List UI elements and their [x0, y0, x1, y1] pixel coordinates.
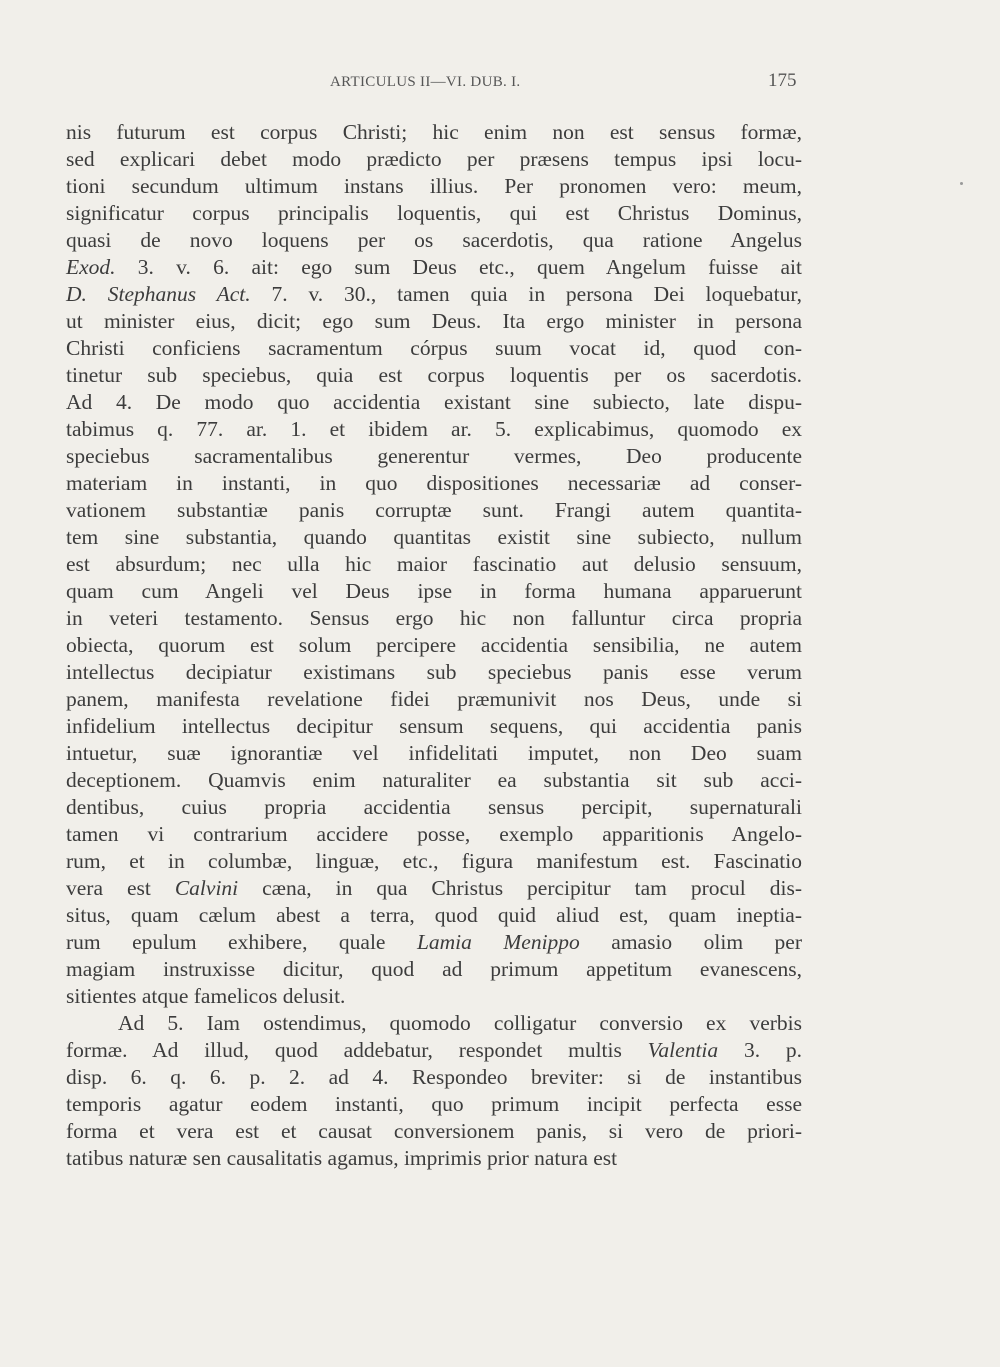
text-segment: infidelium intellectus decipitur sensum sequens, qui accidentia panis — [66, 714, 802, 738]
text-segment: est absurdum; nec ulla hic maior fascinatio aut delusio sensuum, — [66, 552, 802, 576]
italic-text: D. Stephanus Act. — [66, 282, 251, 306]
text-segment: intuetur, suæ ignorantiæ vel infidelitati imputet, non Deo suam — [66, 741, 802, 765]
text-line — [66, 551, 802, 578]
text-segment: speciebus sacramentalibus generentur vermes, Deo producente — [66, 444, 802, 468]
text-segment: dentibus, cuius propria accidentia sensus percipit, supernaturali — [66, 795, 802, 819]
text-line — [66, 227, 802, 254]
text-line — [66, 254, 802, 281]
text-line — [66, 308, 802, 335]
italic-text: Valentia — [647, 1038, 719, 1062]
text-segment: 7. v. 30., tamen quia in persona Dei loquebatur, — [250, 282, 802, 306]
text-segment: situs, quam cælum abest a terra, quod quid aliud est, quam ineptia- — [66, 903, 802, 927]
text-segment: vationem substantiæ panis corruptæ sunt. Frangi autem quantita- — [66, 498, 802, 522]
text-line — [66, 875, 802, 902]
text-line — [66, 497, 802, 524]
text-segment: tioni secundum ultimum instans illius. Per pronomen vero: meum, — [66, 174, 802, 198]
text-segment: formæ. Ad illud, quod addebatur, respondet multis — [66, 1038, 648, 1062]
text-line — [66, 659, 802, 686]
text-segment: 3. p. — [718, 1038, 803, 1062]
text-segment: magiam instruxisse dicitur, quod ad primum appetitum evanescens, — [66, 957, 802, 981]
text-line — [66, 362, 802, 389]
text-segment: vera est — [66, 876, 175, 900]
text-segment: tatibus naturæ sen causalitatis agamus, imprimis prior natura est — [66, 1146, 618, 1170]
text-line — [66, 929, 802, 956]
text-line — [66, 1064, 802, 1091]
text-line — [66, 335, 802, 362]
text-line — [66, 767, 802, 794]
paper-speck — [960, 182, 963, 185]
text-line — [66, 416, 802, 443]
text-segment: temporis agatur eodem instanti, quo primum incipit perfecta esse — [66, 1092, 802, 1116]
text-line — [66, 281, 802, 308]
text-segment: quam cum Angeli vel Deus ipse in forma humana apparuerunt — [66, 579, 802, 603]
text-line — [66, 1091, 802, 1118]
text-segment: quasi de novo loquens per os sacerdotis, qua ratione Angelus — [66, 228, 802, 252]
text-segment: rum epulum exhibere, quale — [66, 930, 417, 954]
text-segment: sitientes atque famelicos delusit. — [66, 984, 346, 1008]
text-segment: obiecta, quorum est solum percipere accidentia sensibilia, ne autem — [66, 633, 802, 657]
text-segment: tabimus q. 77. ar. 1. et ibidem ar. 5. explicabimus, quomodo ex — [66, 417, 802, 441]
text-segment: tem sine substantia, quando quantitas existit sine subiecto, nullum — [66, 525, 802, 549]
text-line — [66, 983, 802, 1010]
text-segment: 3. v. 6. ait: ego sum Deus etc., quem Angelum fuisse ait — [115, 255, 802, 279]
text-line — [66, 200, 802, 227]
text-segment: tamen vi contrarium accidere posse, exemplo apparitionis Angelo- — [66, 822, 802, 846]
text-segment: forma et vera est et causat conversionem panis, si vero de priori- — [66, 1119, 802, 1143]
text-segment: disp. 6. q. 6. p. 2. ad 4. Respondeo breviter: si de instantibus — [66, 1065, 802, 1089]
text-segment: intellectus decipiatur existimans sub speciebus panis esse verum — [66, 660, 802, 684]
text-line — [66, 686, 802, 713]
text-segment: nis futurum est corpus Christi; hic enim non est sensus formæ, — [66, 120, 802, 144]
italic-text: Exod. — [66, 255, 116, 279]
text-line — [66, 578, 802, 605]
text-line — [66, 146, 802, 173]
text-line — [66, 1118, 802, 1145]
text-line — [66, 956, 802, 983]
text-segment: Ad 4. De modo quo accidentia existant sine subiecto, late dispu- — [66, 390, 802, 414]
text-line — [66, 848, 802, 875]
italic-text: Lamia Menippo — [416, 930, 580, 954]
text-segment: ut minister eius, dicit; ego sum Deus. Ita ergo minister in persona — [66, 309, 802, 333]
running-title: ARTICULUS II—VI. DUB. I. — [330, 74, 521, 90]
italic-text: Calvini — [174, 876, 239, 900]
text-line — [66, 1037, 802, 1064]
text-line — [66, 470, 802, 497]
text-line — [66, 713, 802, 740]
text-segment: in veteri testamento. Sensus ergo hic non falluntur circa propria — [66, 606, 802, 630]
text-line — [66, 821, 802, 848]
text-line — [66, 605, 802, 632]
text-segment: sed explicari debet modo prædicto per præsens tempus ipsi locu- — [66, 147, 802, 171]
text-line — [66, 524, 802, 551]
text-line — [66, 173, 802, 200]
text-line — [66, 1010, 802, 1037]
text-segment: significatur corpus principalis loquentis, qui est Christus Dominus, — [66, 201, 802, 225]
text-segment: Ad 5. Iam ostendimus, quomodo colligatur conversio ex verbis — [118, 1011, 802, 1035]
text-line — [66, 902, 802, 929]
text-line — [66, 740, 802, 767]
text-line — [66, 1145, 802, 1172]
running-head — [0, 70, 1000, 98]
text-segment: Christi conficiens sacramentum córpus suum vocat id, quod con- — [66, 336, 802, 360]
text-line — [66, 119, 802, 146]
text-segment: deceptionem. Quamvis enim naturaliter ea substantia sit sub acci- — [66, 768, 802, 792]
text-line — [66, 443, 802, 470]
text-line — [66, 389, 802, 416]
text-segment: materiam in instanti, in quo dispositiones necessariæ ad conser- — [66, 471, 802, 495]
text-line — [66, 632, 802, 659]
text-segment: rum, et in columbæ, linguæ, etc., figura manifestum est. Fascinatio — [66, 849, 802, 873]
page-number: 175 — [768, 70, 797, 91]
text-segment: cæna, in qua Christus percipitur tam procul dis- — [238, 876, 802, 900]
body-text — [66, 119, 802, 1172]
text-segment: panem, manifesta revelatione fidei præmunivit nos Deus, unde si — [66, 687, 802, 711]
text-segment: amasio olim per — [579, 930, 802, 954]
text-segment: tinetur sub speciebus, quia est corpus loquentis per os sacerdotis. — [66, 363, 802, 387]
text-line — [66, 794, 802, 821]
